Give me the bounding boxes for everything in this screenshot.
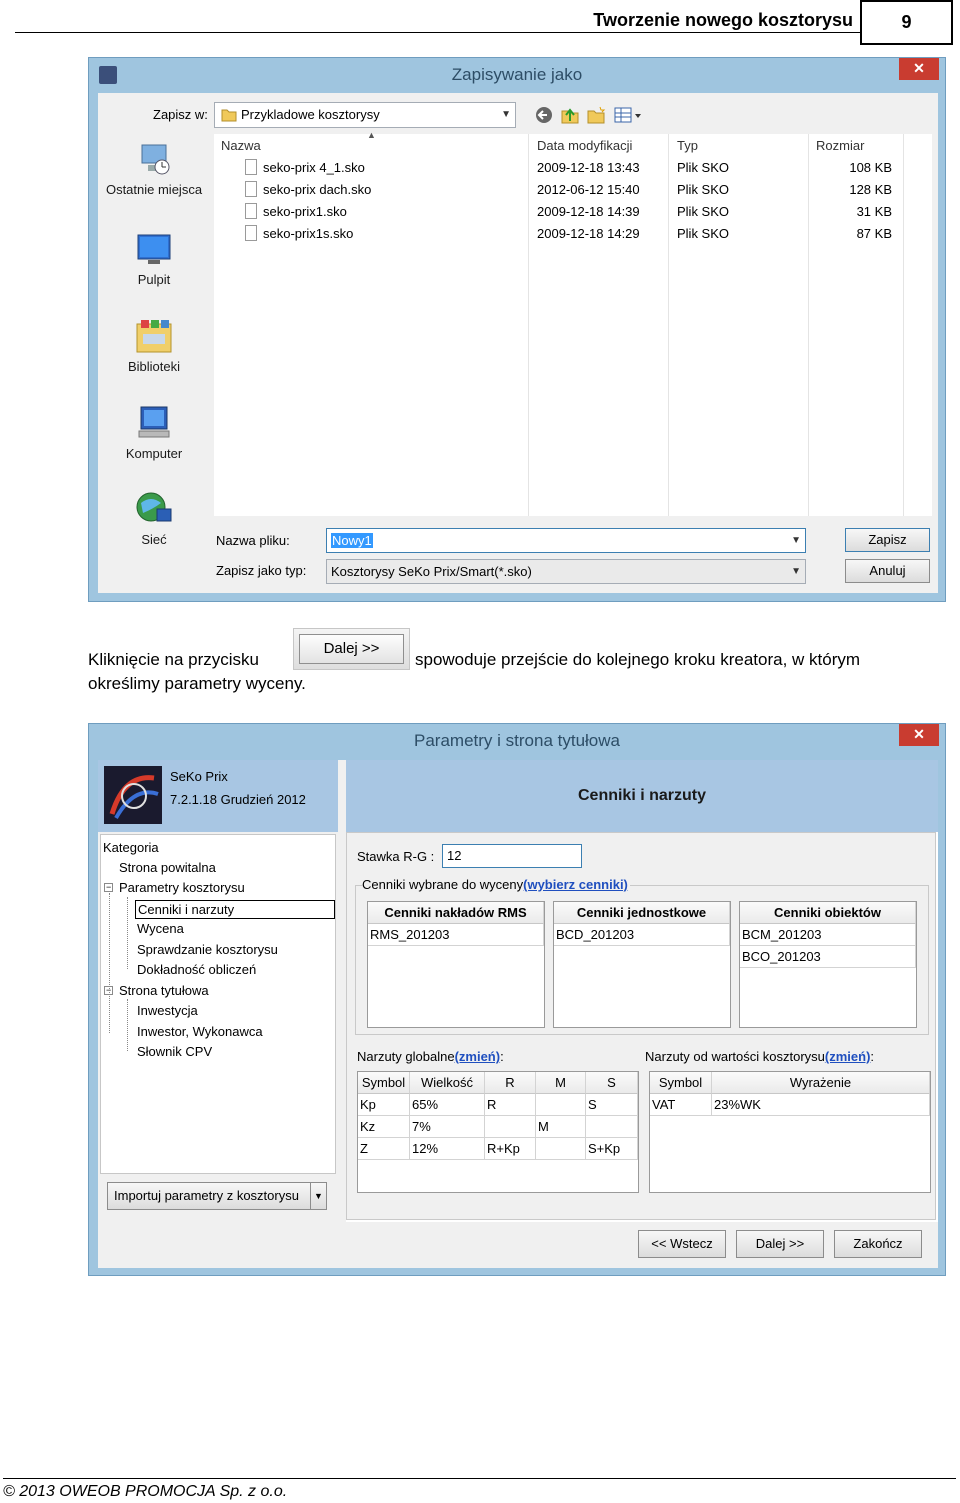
save-in-combo[interactable] bbox=[214, 102, 516, 128]
global-markups-label-text: Narzuty globalne bbox=[357, 1049, 455, 1064]
place-network[interactable] bbox=[98, 491, 210, 548]
file-date: 2009-12-18 14:39 bbox=[537, 204, 640, 219]
table-cell[interactable]: R bbox=[485, 1094, 536, 1116]
rms-pricelist-table bbox=[367, 901, 545, 1028]
rate-value: 12 bbox=[447, 848, 462, 863]
new-folder-icon[interactable] bbox=[586, 105, 606, 125]
file-row[interactable] bbox=[214, 201, 932, 223]
value-markups-label: Narzuty od wartości kosztorysu(zmień): bbox=[645, 1049, 875, 1064]
section-body bbox=[346, 832, 936, 1220]
place-libraries[interactable] bbox=[98, 318, 210, 375]
column-header-size[interactable]: Rozmiar bbox=[816, 138, 865, 153]
column-header-type[interactable]: Typ bbox=[677, 138, 698, 153]
save-button[interactable]: Zapisz bbox=[845, 528, 930, 552]
pricelists-label bbox=[362, 877, 630, 892]
close-button[interactable]: ✕ bbox=[899, 58, 939, 80]
table-cell[interactable] bbox=[536, 1094, 586, 1116]
table-cell[interactable]: 23%WK bbox=[712, 1094, 930, 1116]
tree-guide-line bbox=[127, 999, 128, 1051]
file-type: Plik SKO bbox=[677, 204, 730, 219]
save-in-value: Przykladowe kosztorysy bbox=[241, 107, 380, 122]
table-cell[interactable] bbox=[586, 1116, 638, 1138]
table-cell[interactable]: 65% bbox=[410, 1094, 485, 1116]
dialog-title: Parametry i strona tytułowa bbox=[414, 731, 620, 750]
column-header-date[interactable]: Data modyfikacji bbox=[537, 138, 633, 153]
table-header: Cenniki nakładów RMS bbox=[368, 902, 544, 924]
rate-label: Stawka R-G : bbox=[357, 849, 435, 864]
chevron-down-icon: ▼ bbox=[791, 566, 801, 577]
table-header: Symbol bbox=[650, 1072, 712, 1094]
file-size: 128 KB bbox=[849, 182, 892, 197]
app-name: SeKo Prix bbox=[170, 769, 228, 784]
table-header: S bbox=[586, 1072, 638, 1094]
dialog-title: Zapisywanie jako bbox=[451, 65, 583, 84]
global-markups-table bbox=[357, 1071, 639, 1193]
tree-item[interactable]: Inwestycja bbox=[137, 1003, 198, 1018]
file-size: 31 KB bbox=[856, 204, 892, 219]
next-button[interactable]: Dalej >> bbox=[736, 1230, 824, 1258]
pricelists-label-text: Cenniki wybrane do wyceny bbox=[362, 877, 524, 892]
tree-item[interactable]: Słownik CPV bbox=[137, 1044, 213, 1059]
table-cell[interactable]: Kz bbox=[358, 1116, 410, 1138]
place-label: Komputer bbox=[125, 446, 183, 461]
right-panel bbox=[346, 760, 938, 1222]
computer-icon bbox=[135, 405, 173, 441]
table-cell[interactable]: R+Kp bbox=[485, 1138, 536, 1160]
header-rule bbox=[15, 32, 860, 33]
table-cell[interactable]: BCM_201203 bbox=[740, 924, 916, 946]
file-size: 108 KB bbox=[849, 160, 892, 175]
import-parameters-button[interactable] bbox=[107, 1182, 327, 1210]
tree-guide-line bbox=[127, 897, 128, 969]
finish-button[interactable]: Zakończ bbox=[834, 1230, 922, 1258]
folder-icon bbox=[221, 108, 237, 122]
change-global-markups-link[interactable]: (zmień) bbox=[454, 1049, 501, 1064]
file-date: 2012-06-12 15:40 bbox=[537, 182, 640, 197]
tree-item[interactable]: Strona powitalna bbox=[119, 860, 216, 875]
place-label: Ostatnie miejsca bbox=[105, 182, 203, 197]
table-cell[interactable]: BCD_201203 bbox=[554, 924, 730, 946]
libraries-icon bbox=[135, 318, 173, 354]
file-type: Plik SKO bbox=[677, 182, 730, 197]
left-panel bbox=[98, 760, 338, 1268]
filename-label: Nazwa pliku: bbox=[216, 533, 290, 548]
save-as-dialog bbox=[88, 57, 946, 602]
table-cell[interactable]: VAT bbox=[650, 1094, 712, 1116]
document-icon bbox=[245, 225, 257, 241]
save-in-label: Zapisz w: bbox=[153, 107, 208, 122]
tree-item[interactable]: Parametry kosztorysu bbox=[119, 880, 245, 895]
table-cell[interactable] bbox=[485, 1116, 536, 1138]
cancel-button[interactable]: Anuluj bbox=[845, 559, 930, 583]
table-header: Symbol bbox=[358, 1072, 410, 1094]
file-name: seko-prix1.sko bbox=[263, 204, 347, 219]
object-pricelist-table bbox=[739, 901, 917, 1028]
table-cell[interactable]: 12% bbox=[410, 1138, 485, 1160]
back-button[interactable]: << Wstecz bbox=[638, 1230, 726, 1258]
table-header: Cenniki jednostkowe bbox=[554, 902, 730, 924]
tree-item[interactable]: Wycena bbox=[137, 921, 184, 936]
table-cell[interactable]: S bbox=[586, 1094, 638, 1116]
file-date: 2009-12-18 13:43 bbox=[537, 160, 640, 175]
document-icon bbox=[245, 159, 257, 175]
table-cell[interactable]: Kp bbox=[358, 1094, 410, 1116]
document-icon bbox=[245, 181, 257, 197]
global-markups-label: Narzuty globalne(zmień): bbox=[357, 1049, 504, 1064]
file-name: seko-prix dach.sko bbox=[263, 182, 372, 197]
recent-places-icon bbox=[136, 141, 172, 177]
file-type: Plik SKO bbox=[677, 160, 730, 175]
tree-guide-line bbox=[109, 893, 110, 1033]
file-type: Plik SKO bbox=[677, 226, 730, 241]
table-header: Wielkość bbox=[410, 1072, 485, 1094]
chevron-down-icon: ▼ bbox=[501, 109, 511, 120]
parameters-dialog bbox=[88, 723, 946, 1276]
footer-copyright: © 2013 OWEOB PROMOCJA Sp. z o.o. bbox=[3, 1483, 288, 1500]
place-label: Pulpit bbox=[137, 272, 171, 287]
file-row[interactable] bbox=[214, 179, 932, 201]
app-info bbox=[98, 760, 338, 832]
table-cell[interactable]: M bbox=[536, 1116, 586, 1138]
paragraph-before: Kliknięcie na przycisku bbox=[88, 650, 260, 669]
view-menu-icon[interactable] bbox=[614, 105, 644, 125]
filename-value: Nowy1 bbox=[332, 533, 372, 548]
table-cell[interactable]: 7% bbox=[410, 1116, 485, 1138]
seko-logo-icon bbox=[104, 766, 162, 824]
filetype-select[interactable] bbox=[326, 559, 806, 584]
desktop-icon bbox=[136, 233, 172, 267]
table-header: R bbox=[485, 1072, 536, 1094]
table-cell[interactable]: BCO_201203 bbox=[740, 946, 916, 968]
column-header-name[interactable]: Nazwa bbox=[221, 138, 261, 153]
collapse-icon[interactable]: − bbox=[105, 882, 112, 892]
table-cell[interactable]: Z bbox=[358, 1138, 410, 1160]
footer-rule bbox=[3, 1478, 956, 1479]
table-cell[interactable]: S+Kp bbox=[586, 1138, 638, 1160]
file-date: 2009-12-18 14:29 bbox=[537, 226, 640, 241]
tree-item[interactable]: Strona tytułowa bbox=[119, 983, 209, 998]
choose-pricelists-link[interactable]: (wybierz cenniki) bbox=[523, 877, 628, 892]
tree-item[interactable]: Sprawdzanie kosztorysu bbox=[137, 942, 278, 957]
section-title: Cenniki i narzuty bbox=[346, 760, 938, 832]
paragraph-after: spowoduje przejście do kolejnego kroku kreatora, w którym bbox=[415, 650, 861, 669]
file-list bbox=[214, 130, 932, 516]
network-icon bbox=[135, 491, 173, 527]
collapse-icon[interactable]: − bbox=[105, 985, 112, 995]
file-name: seko-prix 4_1.sko bbox=[263, 160, 365, 175]
place-label: Sieć bbox=[141, 532, 167, 547]
app-icon bbox=[99, 66, 117, 84]
tree-item[interactable]: Dokładność obliczeń bbox=[137, 962, 257, 977]
tree-item-selected[interactable]: Cenniki i narzuty bbox=[135, 900, 335, 919]
file-name: seko-prix1s.sko bbox=[263, 226, 354, 241]
file-size: 87 KB bbox=[856, 226, 892, 241]
table-header: Wyrażenie bbox=[712, 1072, 930, 1094]
rate-input[interactable] bbox=[442, 844, 582, 868]
chevron-down-icon: ▼ bbox=[791, 535, 801, 546]
place-label: Biblioteki bbox=[127, 359, 181, 374]
place-computer[interactable] bbox=[98, 405, 210, 462]
app-version: 7.2.1.18 Grudzień 2012 bbox=[170, 792, 306, 807]
page-number: 9 bbox=[860, 0, 953, 45]
unit-pricelist-table bbox=[553, 901, 731, 1028]
change-value-markups-link[interactable]: (zmień) bbox=[824, 1049, 871, 1064]
place-recent[interactable] bbox=[98, 141, 210, 198]
sort-up-icon: ▲ bbox=[367, 130, 376, 140]
dialog-client bbox=[98, 760, 938, 1268]
file-row[interactable] bbox=[214, 157, 932, 179]
up-folder-icon[interactable] bbox=[560, 105, 580, 125]
file-row[interactable] bbox=[214, 223, 932, 245]
table-cell[interactable] bbox=[536, 1138, 586, 1160]
document-icon bbox=[245, 203, 257, 219]
close-button[interactable]: ✕ bbox=[899, 724, 939, 746]
filename-input[interactable] bbox=[326, 528, 806, 553]
import-label: Importuj parametry z kosztorysu bbox=[114, 1188, 299, 1203]
paragraph-line2: określimy parametry wyceny. bbox=[88, 674, 306, 693]
table-header: Cenniki obiektów bbox=[740, 902, 916, 924]
value-markups-label-text: Narzuty od wartości kosztorysu bbox=[645, 1049, 825, 1064]
table-header: M bbox=[536, 1072, 586, 1094]
dropdown-arrow-icon[interactable]: ▼ bbox=[310, 1183, 326, 1209]
inline-next-label: Dalej >> bbox=[299, 634, 404, 664]
filetype-label: Zapisz jako typ: bbox=[216, 563, 307, 578]
tree-item[interactable]: Inwestor, Wykonawca bbox=[137, 1024, 263, 1039]
table-cell[interactable]: RMS_201203 bbox=[368, 924, 544, 946]
place-desktop[interactable] bbox=[98, 233, 210, 288]
category-tree bbox=[100, 834, 336, 1174]
page-title: Tworzenie nowego kosztorysu bbox=[593, 10, 853, 30]
tree-title: Kategoria bbox=[103, 840, 159, 855]
back-arrow-icon[interactable] bbox=[534, 105, 554, 125]
places-bar bbox=[98, 93, 210, 593]
filetype-value: Kosztorysy SeKo Prix/Smart(*.sko) bbox=[331, 564, 532, 579]
body-paragraph bbox=[88, 648, 948, 696]
value-markups-table bbox=[649, 1071, 931, 1193]
dialog-client bbox=[98, 93, 938, 593]
page-header bbox=[15, 0, 953, 45]
